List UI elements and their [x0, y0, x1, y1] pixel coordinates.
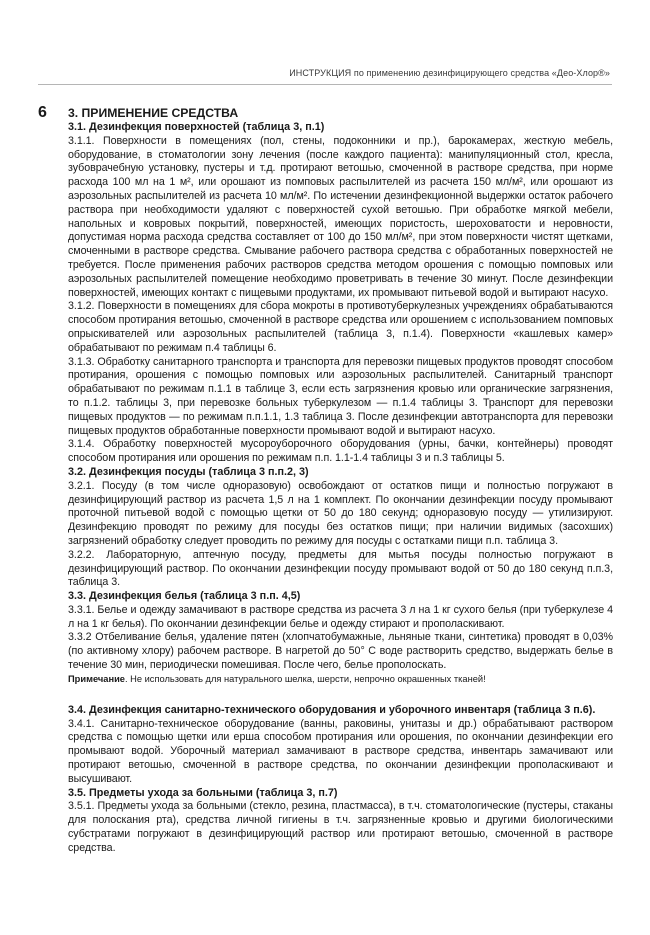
section-title: 3. ПРИМЕНЕНИЕ СРЕДСТВА — [68, 106, 239, 120]
subsection-heading: 3.2. Дезинфекция посуды (таблица 3 п.п.2, 3) — [68, 465, 309, 478]
note-label: Примечание — [68, 673, 125, 684]
subsection-heading: 3.5. Предметы ухода за больными (таблица 3, п.7) — [68, 786, 338, 799]
note-text: . Не использовать для натурального шелка, шерсти, непрочно окрашенных тканей! — [124, 673, 486, 684]
paragraph: 3.1.4. Обработку поверхностей мусороуборочного оборудования (урны, бачки, контейнеры) проводят способом протирания или орошения по режимам п.п. 1.1-1.4 таблицы 3 и п.3 таблицы 5. — [68, 438, 613, 465]
page-number: 6 — [38, 104, 47, 121]
note — [68, 673, 613, 686]
paragraph: 3.5.1. Предметы ухода за больными (стекло, резина, пластмасса), в т.ч. стоматологические (пустеры, стаканы для полоскания рта), средства личной гигиены в т.ч. загрязненные кровью и другими биологическими субстратами погружают в дезинфицирующий раствор или протирают ветошью, смоченной в растворе средства. — [68, 800, 613, 854]
paragraph: 3.2.1. Посуду (в том числе одноразовую) освобождают от остатков пищи и полностью погружают в дезинфицирующий раствор из расчета 1,5 л на 1 комплект. По окончании дезинфекции посуду промывают проточной питьевой водой с помощью щетки от 50 до 180 секунд; одноразовую посуду — утилизируют. Дезинфекцию проводят по режиму для посуды без остатков пищи; при наличии видимых (засохших) загрязнений обработку следует проводить по режиму для посуды с остатками пищи п.п. таблица 3. — [68, 479, 613, 547]
header-rule — [38, 84, 612, 85]
subsection-heading: 3.3. Дезинфекция белья (таблица 3 п.п. 4,5) — [68, 590, 301, 603]
subsection-heading: 3.4. Дезинфекция санитарно-технического оборудования и уборочного инвентаря (таблица 3 п.6). — [68, 703, 596, 716]
paragraph: 3.1.1. Поверхности в помещениях (пол, стены, подоконники и пр.), барокамерах, жесткую мебель, оборудование, в стоматологии зону лечения (после каждого пациента): манипуляционный стол, кресла, зубоврачебную установку, пустеры и т.д. протирают ветошью, смоченной в растворе средства, при норме расхода 100 мл на 1 м², или орошают из помповых распылителей из расчета 150 мл/м², или орошают из аэрозольных распылителей из расчета 10 мл/м². По истечении дезинфекционной выдержки остаток рабочего раствора при необходимости удаляют с поверхностей сухой ветошью. При обработке мягкой мебели, напольных и ковровых покрытий, поверхностей, имеющих пористость, шероховатости и неровности, допустимая норма расхода средства составляет от 100 до 150 мл/м², при этом поверхности чистят щетками, смоченными в растворе средства. Смывание рабочего раствора средства с обработанных поверхностей не требуется. После применения рабочих растворов средства методом орошения с помощью помповых или аэрозольных распылителей помещение необходимо проветривать в течение 30 минут. После дезинфекции поверхностей, имеющих контакт с пищевыми продуктами, их промывают питьевой водой и вытирают насухо. — [68, 134, 613, 299]
paragraph: 3.2.2. Лабораторную, аптечную посуду, предметы для мытья посуды полностью погружают в дезинфицирующий раствор. По окончании дезинфекции посуду промывают водой от 50 до 180 секунд п.п.3, таблица 3. — [68, 548, 613, 589]
running-header: ИНСТРУКЦИЯ по применению дезинфицирующего средства «Део-Хлор®» — [289, 68, 610, 78]
paragraph: 3.3.2 Отбеливание белья, удаление пятен (хлопчатобумажные, льняные ткани, синтетика) проводят в 0,03% (по активному хлору) рабочем растворе. В нагретой до 50° С воде растворить средство, выдержать белье в течение 30 мин, периодически помешивая. После чего, белье прополоскать. — [68, 631, 613, 672]
paragraph: 3.1.3. Обработку санитарного транспорта и транспорта для перевозки пищевых продуктов проводят способом протирания, орошения с помощью помповых или аэрозольных распылителей. Санитарный транспорт обрабатывают по режимам п.1.1 в таблице 3, если есть загрязнения кровью или органические загрязнения, то п.1.2. таблицы 3, при перевозке больных туберкулезом — п.1.4 таблицы 3. Транспорт для перевозки пищевых продуктов — по режимам п.п.1.1, 1.3 таблица 3. После дезинфекции автотранспорта для перевозки пищевых продуктов обработанные поверхности промывают водой и вытирают насухо. — [68, 355, 613, 437]
section-spacer — [68, 686, 613, 704]
paragraph: 3.3.1. Белье и одежду замачивают в растворе средства из расчета 3 л на 1 кг сухого белья (при туберкулезе 4 л на 1 кг белья). По окончании дезинфекции белье и одежду стирают и прополаскивают. — [68, 603, 613, 630]
document-body — [68, 121, 613, 856]
paragraph: 3.1.2. Поверхности в помещениях для сбора мокроты в противотуберкулезных учреждениях обрабатываются способом протирания ветошью, смоченной в растворе средства или орошением с использованием помповых опрыскивателей или аэрозольных распылителей (таблица 3, п.1.4). Поверхности «кашлевых камер» обрабатывают по режимам п.4 таблицы 6. — [68, 300, 613, 354]
subsection-heading: 3.1. Дезинфекция поверхностей (таблица 3, п.1) — [68, 121, 325, 133]
main-content — [68, 106, 613, 856]
paragraph: 3.4.1. Санитарно-техническое оборудование (ванны, раковины, унитазы и др.) обрабатывают раствором средства с помощью щетки или ерша способом протирания или орошения, по окончании дезинфекции его промывают водой. Уборочный материал замачивают в растворе средства, инвентарь замачивают или протирают ветошью, смоченной в растворе средства, по окончании дезинфекции прополаскивают и высушивают. — [68, 717, 613, 785]
